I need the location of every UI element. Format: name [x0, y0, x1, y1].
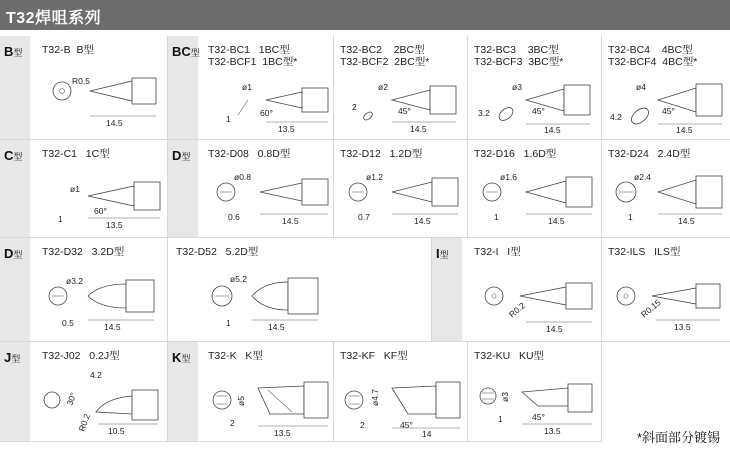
svg-text:2: 2	[352, 102, 357, 112]
svg-text:2: 2	[230, 418, 235, 428]
svg-text:14.5: 14.5	[678, 216, 695, 226]
svg-text:1: 1	[494, 212, 499, 222]
cell-d32	[0, 238, 168, 342]
svg-text:ø2: ø2	[378, 82, 388, 92]
svg-text:ø3.2: ø3.2	[66, 276, 84, 286]
type-column	[168, 140, 198, 237]
title-bar	[0, 0, 730, 30]
svg-text:ø1.6: ø1.6	[500, 172, 518, 182]
svg-text:14: 14	[422, 429, 432, 438]
type-label: K型	[172, 350, 191, 365]
svg-text:14.5: 14.5	[546, 324, 563, 334]
svg-text:14.5: 14.5	[548, 216, 565, 226]
svg-text:1: 1	[628, 212, 633, 222]
model-name: T32-BC2 2BC型 T32-BCF2 2BC型*	[340, 44, 430, 68]
svg-text:ø4.7: ø4.7	[370, 388, 380, 406]
cell-d16	[468, 140, 602, 238]
model-name: T32-BC4 4BC型 T32-BCF4 4BC型*	[608, 44, 698, 68]
svg-text:ø3: ø3	[500, 392, 510, 402]
tip-drawing	[44, 76, 164, 136]
svg-text:45°: 45°	[532, 412, 545, 422]
type-column	[0, 140, 30, 237]
cell-kf	[334, 342, 468, 442]
svg-text:45°: 45°	[532, 106, 545, 116]
tip-drawing	[40, 368, 166, 438]
type-label: BC型	[172, 44, 200, 59]
svg-text:60°: 60°	[94, 206, 107, 216]
svg-text:45°: 45°	[398, 106, 411, 116]
svg-text:30°: 30°	[64, 391, 79, 407]
cell-k	[168, 342, 334, 442]
model-name: T32-D08 0.8D型	[208, 148, 291, 160]
model-name: T32-D16 1.6D型	[474, 148, 557, 160]
type-column	[0, 342, 30, 441]
tip-drawing	[208, 70, 332, 134]
svg-text:1: 1	[58, 214, 63, 224]
cell-c1	[0, 140, 168, 238]
type-label: I型	[436, 246, 449, 261]
tip-drawing	[42, 166, 166, 232]
svg-text:14.5: 14.5	[282, 216, 299, 226]
cell-bc3	[468, 36, 602, 140]
svg-text:R0.5: R0.5	[72, 76, 90, 86]
tip-drawing	[606, 70, 728, 134]
tip-drawing	[608, 270, 728, 336]
tip-drawing	[472, 368, 600, 438]
type-column	[168, 342, 198, 441]
tip-drawing	[208, 166, 332, 232]
type-column	[432, 238, 462, 341]
svg-text:2: 2	[360, 420, 365, 430]
type-label: D型	[4, 246, 23, 261]
svg-text:13.5: 13.5	[674, 322, 691, 332]
tip-drawing	[202, 270, 352, 336]
svg-text:0.7: 0.7	[358, 212, 370, 222]
type-column	[0, 36, 30, 139]
model-name: T32-K K型	[208, 350, 263, 362]
svg-text:14.5: 14.5	[676, 125, 693, 134]
svg-text:3.2: 3.2	[478, 108, 490, 118]
svg-text:13.5: 13.5	[278, 124, 295, 134]
type-column	[0, 238, 30, 341]
tip-drawing	[472, 70, 600, 134]
svg-text:14.5: 14.5	[414, 216, 431, 226]
tip-drawing	[606, 166, 728, 232]
svg-text:14.5: 14.5	[268, 322, 285, 332]
tip-drawing	[42, 270, 166, 336]
svg-text:R0.15: R0.15	[638, 297, 663, 320]
svg-text:10.5: 10.5	[108, 426, 125, 436]
model-name: T32-ILS ILS型	[608, 246, 681, 258]
svg-text:0.5: 0.5	[62, 318, 74, 328]
svg-text:14.5: 14.5	[106, 118, 123, 128]
svg-text:0.6: 0.6	[228, 212, 240, 222]
page-title: T32焊咀系列	[6, 10, 102, 27]
svg-text:ø4: ø4	[636, 82, 646, 92]
tip-drawing	[472, 166, 600, 232]
cell-bc4	[602, 36, 730, 140]
type-label: B型	[4, 44, 23, 59]
tip-drawing	[338, 70, 466, 134]
model-name: T32-BC3 3BC型 T32-BCF3 3BC型*	[474, 44, 564, 68]
model-name: T32-D12 1.2D型	[340, 148, 423, 160]
cell-b	[0, 36, 168, 140]
svg-text:13.5: 13.5	[106, 220, 123, 230]
svg-text:ø5: ø5	[236, 396, 246, 406]
svg-text:ø1.2: ø1.2	[366, 172, 384, 182]
svg-text:60°: 60°	[260, 108, 273, 118]
type-label: C型	[4, 148, 23, 163]
cell-d52	[168, 238, 432, 342]
cell-d08	[168, 140, 334, 238]
model-name: T32-KF KF型	[340, 350, 408, 362]
svg-text:R0.2: R0.2	[76, 412, 93, 433]
footnote: *斜面部分镀锡	[636, 430, 720, 445]
model-name: T32-I I型	[474, 246, 521, 258]
svg-text:14.5: 14.5	[410, 124, 427, 134]
svg-text:ø1: ø1	[70, 184, 80, 194]
model-name: T32-KU KU型	[474, 350, 545, 362]
model-name: T32-D24 2.4D型	[608, 148, 691, 160]
tip-drawing	[208, 368, 332, 438]
svg-text:45°: 45°	[662, 106, 675, 116]
svg-text:ø5.2: ø5.2	[230, 274, 248, 284]
svg-text:13.5: 13.5	[274, 428, 291, 438]
cell-j02	[0, 342, 168, 442]
model-name: T32-D52 5.2D型	[176, 246, 259, 258]
svg-text:1: 1	[226, 318, 231, 328]
cell-ku	[468, 342, 602, 442]
model-name: T32-BC1 1BC型 T32-BCF1 1BC型*	[208, 44, 298, 68]
type-column	[168, 36, 198, 139]
cell-bc2	[334, 36, 468, 140]
svg-text:ø1: ø1	[242, 82, 252, 92]
model-name: T32-C1 1C型	[42, 148, 110, 160]
cell-d24	[602, 140, 730, 238]
model-name: T32-B B型	[42, 44, 94, 56]
cell-bc1	[168, 36, 334, 140]
svg-text:ø2.4: ø2.4	[634, 172, 652, 182]
svg-text:13.5: 13.5	[544, 426, 561, 436]
model-name: T32-D32 3.2D型	[42, 246, 125, 258]
svg-text:R0.2: R0.2	[506, 300, 528, 320]
svg-text:14.5: 14.5	[104, 322, 121, 332]
type-label: J型	[4, 350, 21, 365]
tip-drawing	[338, 166, 466, 232]
svg-text:1: 1	[498, 414, 503, 424]
svg-text:1: 1	[226, 114, 231, 124]
svg-text:14.5: 14.5	[544, 125, 561, 134]
svg-text:45°: 45°	[400, 420, 413, 430]
svg-text:4.2: 4.2	[610, 112, 622, 122]
model-name: T32-J02 0.2J型	[42, 350, 120, 362]
svg-text:ø0.8: ø0.8	[234, 172, 252, 182]
cell-ils	[602, 238, 730, 342]
cell-i	[432, 238, 602, 342]
svg-text:ø3: ø3	[512, 82, 522, 92]
tip-drawing	[476, 270, 600, 336]
svg-text:4.2: 4.2	[90, 370, 102, 380]
type-label: D型	[172, 148, 191, 163]
tip-drawing	[338, 368, 466, 438]
cell-d12	[334, 140, 468, 238]
